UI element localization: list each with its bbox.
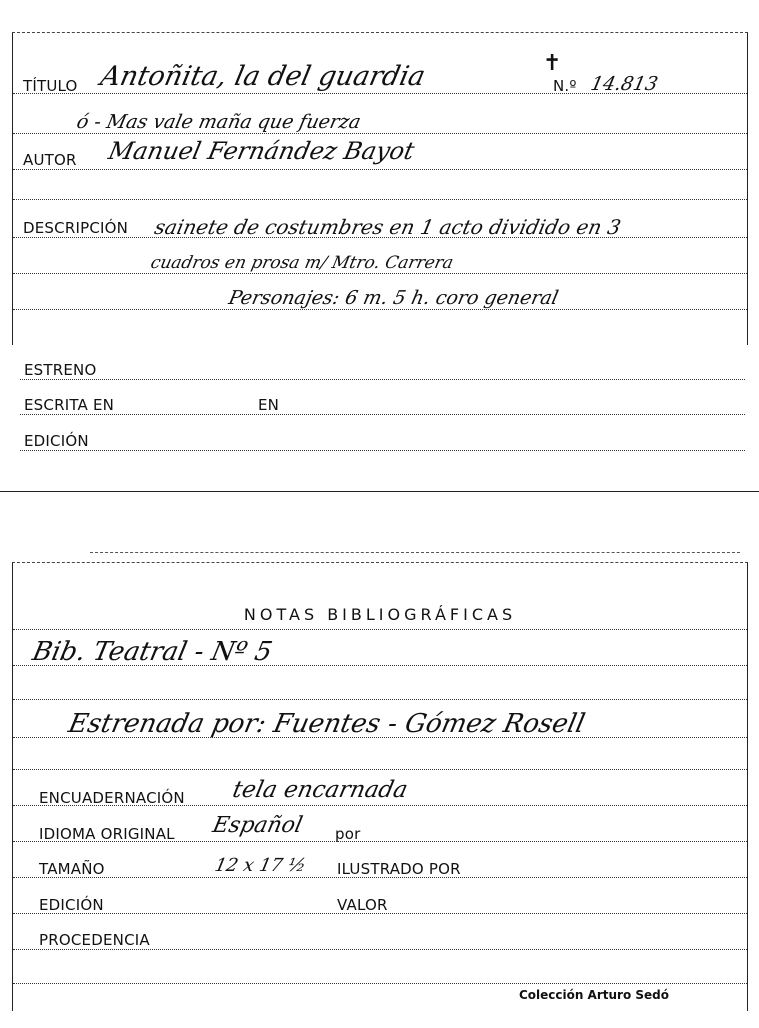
descripcion-line3: Personajes: 6 m. 5 h. coro general: [226, 287, 561, 309]
torn-edge: [90, 552, 740, 553]
notas-heading: NOTAS BIBLIOGRÁFICAS: [243, 605, 517, 624]
rule-line: [13, 699, 747, 700]
valor-label: VALOR: [337, 896, 388, 914]
encuadernacion-value: tela encarnada: [230, 777, 410, 803]
rule-line: [13, 169, 747, 170]
rule-line: [20, 450, 745, 451]
edicion-label: EDICIÓN: [24, 432, 89, 450]
edicion2-label: EDICIÓN: [39, 896, 104, 914]
titulo-value: Antoñita, la del guardia: [97, 61, 428, 92]
idioma-value: Español: [210, 813, 305, 838]
en-label: EN: [258, 396, 280, 414]
ilustrado-label: ILUSTRADO POR: [337, 860, 461, 878]
rule-line: [20, 379, 745, 380]
rule-line: [13, 949, 747, 950]
collection-credit: Colección Arturo Sedó: [518, 988, 669, 1002]
tamano-value: 12 x 17 ½: [212, 855, 308, 876]
rule-line: [13, 983, 747, 984]
rule-line: [13, 273, 747, 274]
autor-label: AUTOR: [23, 151, 77, 169]
tamano-label: TAMAÑO: [39, 860, 105, 878]
rule-line: [13, 133, 747, 134]
catalog-card-notes: [12, 562, 748, 1011]
rule-line: [13, 629, 747, 630]
numero-label: N.º: [553, 77, 577, 95]
rule-line: [13, 309, 747, 310]
por-label: por: [335, 825, 361, 843]
idioma-label: IDIOMA ORIGINAL: [39, 825, 175, 843]
rule-line: [13, 199, 747, 200]
encuadernacion-label: ENCUADERNACIÓN: [39, 789, 185, 807]
estreno-label: ESTRENO: [24, 361, 97, 379]
catalog-card-main: [12, 32, 748, 345]
nota-biblioteca: Bib. Teatral - Nº 5: [29, 637, 275, 667]
numero-value: 14.813: [588, 73, 660, 95]
descripcion-line1: sainete de costumbres en 1 acto dividido en 3: [152, 215, 624, 239]
descripcion-line2: cuadros en prosa m/ Mtro. Carrera: [148, 253, 456, 273]
rule-line: [20, 414, 745, 415]
card-separator: [0, 491, 759, 492]
descripcion-label: DESCRIPCIÓN: [23, 219, 129, 237]
cross-mark-icon: ✝: [543, 51, 562, 76]
escrita-en-label: ESCRITA EN: [24, 396, 115, 414]
subtitulo-value: ó - Mas vale maña que fuerza: [74, 111, 363, 133]
nota-estrenada: Estrenada por: Fuentes - Gómez Rosell: [65, 709, 588, 739]
autor-value: Manuel Fernández Bayot: [106, 137, 417, 165]
titulo-label: TÍTULO: [23, 77, 78, 95]
procedencia-label: PROCEDENCIA: [39, 931, 150, 949]
rule-line: [13, 769, 747, 770]
